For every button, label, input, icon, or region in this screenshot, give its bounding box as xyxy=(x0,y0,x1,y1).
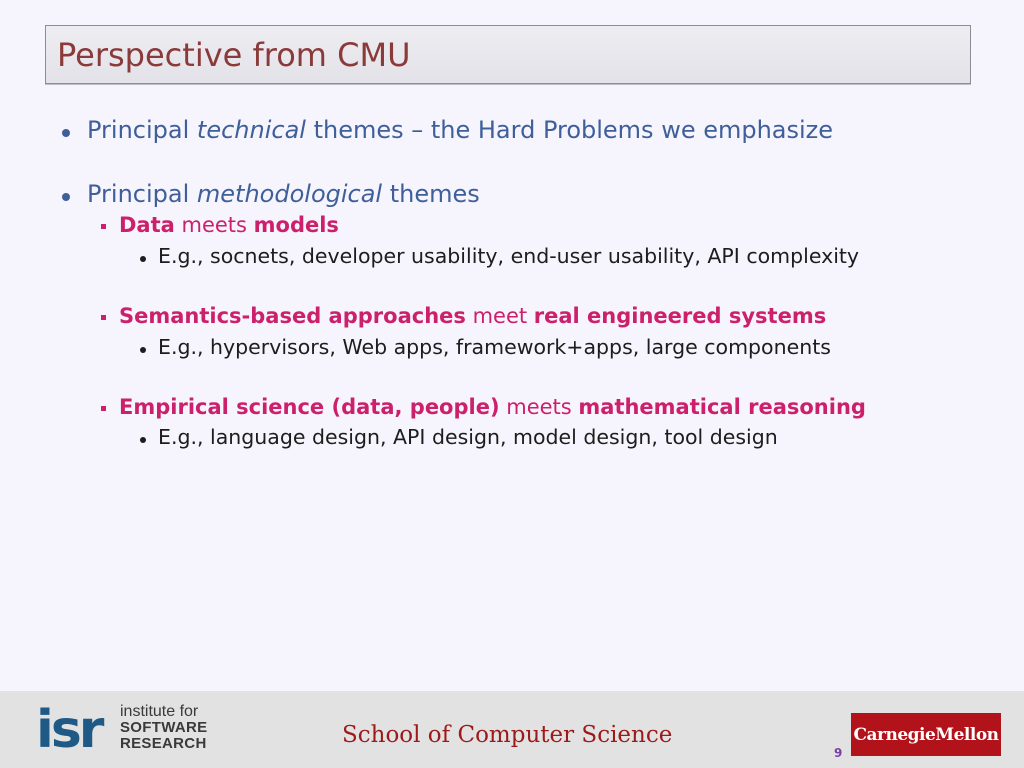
isr-logo-line: RESEARCH xyxy=(120,735,207,752)
bullet-text xyxy=(87,180,480,208)
title-bar xyxy=(45,25,971,84)
theme-connector: meets xyxy=(174,213,254,237)
isr-logo-line: SOFTWARE xyxy=(120,719,208,736)
example-text: E.g., hypervisors, Web apps, framework+apps, large components xyxy=(158,335,831,359)
isr-logo-line: institute for xyxy=(120,703,199,720)
bullet-suffix: themes – the Hard Problems we emphasize xyxy=(305,116,834,144)
slide-title: Perspective from CMU xyxy=(57,36,411,74)
theme-right: models xyxy=(253,213,339,237)
theme-right: real engineered systems xyxy=(533,304,827,328)
bullet-dot-icon xyxy=(62,193,70,201)
isr-logo-text xyxy=(120,704,207,752)
sub-bullet-text xyxy=(119,395,866,419)
sub-bullet-text xyxy=(119,304,826,328)
isr-logo-mark: isr xyxy=(36,700,102,760)
example-text: E.g., socnets, developer usability, end-user usability, API complexity xyxy=(158,244,860,268)
theme-right: mathematical reasoning xyxy=(578,395,866,419)
example-dot-icon xyxy=(140,437,146,443)
bullet-prefix: Principal xyxy=(87,180,197,208)
bullet-prefix: Principal xyxy=(87,116,197,144)
page-number: 9 xyxy=(834,746,843,760)
sub-bullet-text xyxy=(119,213,339,237)
bullet-dot-icon xyxy=(62,129,70,137)
carnegie-mellon-logo: CarnegieMellon xyxy=(851,713,1001,756)
isr-logo xyxy=(36,694,216,764)
slide-footer xyxy=(0,691,1024,768)
theme-connector: meets xyxy=(499,395,579,419)
theme-connector: meet xyxy=(465,304,534,328)
theme-left: Empirical science (data, people) xyxy=(119,395,500,419)
theme-left: Semantics-based approaches xyxy=(119,304,466,328)
example-text: E.g., language design, API design, model design, tool design xyxy=(158,425,778,449)
example-dot-icon xyxy=(140,347,146,353)
bullet-text xyxy=(87,116,833,144)
bullet-emphasis: methodological xyxy=(196,180,383,208)
square-bullet-icon xyxy=(101,315,106,320)
example-dot-icon xyxy=(140,256,146,262)
bullet-emphasis: technical xyxy=(196,116,306,144)
theme-left: Data xyxy=(119,213,175,237)
square-bullet-icon xyxy=(101,224,106,229)
bullet-suffix: themes xyxy=(382,180,480,208)
square-bullet-icon xyxy=(101,406,106,411)
school-name: School of Computer Science xyxy=(342,722,673,748)
